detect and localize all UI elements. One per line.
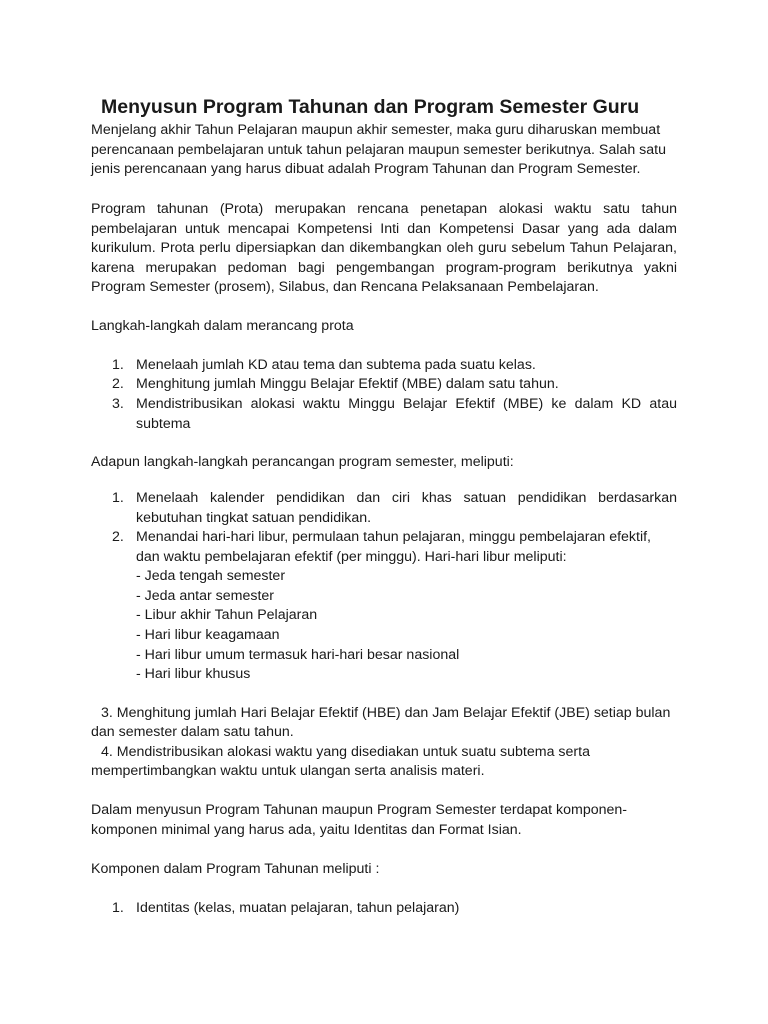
list-item [112,899,677,919]
list-text: Menelaah jumlah KD atau tema dan subtema pada suatu kelas. [136,357,536,373]
prosem-steps-heading: Adapun langkah-langkah perancangan program semester, meliputi: [91,454,514,470]
intro-paragraph: Menjelang akhir Tahun Pelajaran maupun akhir semester, maka guru diharuskan membuat perencanaan pembelajaran untuk tahun pelajaran maupun semester berikutnya. Salah satu jenis perencanaan yang harus dibuat adalah Program Tahunan dan Program Semester. [91,122,666,178]
list-item [112,489,677,528]
list-text: Identitas (kelas, muatan pelajaran, tahun pelajaran) [136,900,460,916]
prota-components-heading: Komponen dalam Program Tahunan meliputi : [91,861,380,877]
holiday-item: - Hari libur umum termasuk hari-hari besar nasional [136,647,460,663]
step-4-line2: mempertimbangkan waktu untuk ulangan serta analisis materi. [91,763,485,779]
list-number: 1. [112,900,124,916]
holiday-item: - Jeda antar semester [136,588,274,604]
list-text: Menghitung jumlah Minggu Belajar Efektif (MBE) dalam satu tahun. [136,376,559,392]
list-number: 2. [112,529,124,545]
list-number: 3. [112,396,124,412]
page-title: Menyusun Program Tahunan dan Program Semester Guru [101,96,640,118]
list-number: 1. [112,357,124,373]
step-3-line1: 3. Menghitung jumlah Hari Belajar Efektif (HBE) dan Jam Belajar Efektif (JBE) setiap bulan [101,705,671,721]
list-text: Menandai hari-hari libur, permulaan tahun pelajaran, minggu pembelajaran efektif, dan waktu pembelajaran efektif (per minggu). Hari-hari libur meliputi: [136,529,652,565]
list-number: 1. [112,490,124,506]
prota-steps-heading: Langkah-langkah dalam merancang prota [91,318,354,334]
list-text: Menelaah kalender pendidikan dan ciri khas satuan pendidikan berdasarkan kebutuhan tingkat satuan pendidikan. [136,490,677,526]
prota-definition-paragraph: Program tahunan (Prota) merupakan rencana penetapan alokasi waktu satu tahun pembelajaran untuk mencapai Kompetensi Inti dan Kompetensi Dasar yang ada dalam kurikulum. Prota perlu dipersiapkan dan dikembangkan oleh guru sebelum Tahun Pelajaran, karena merupakan pedoman bagi pengembangan program-program berikutnya yakni Program Semester (prosem), Silabus, dan Rencana Pelaksanaan Pembelajaran. [91,201,677,296]
list-item [112,395,677,434]
list-text: Mendistribusikan alokasi waktu Minggu Belajar Efektif (MBE) ke dalam KD atau subtema [136,396,677,432]
list-item [112,528,677,567]
holiday-item: - Libur akhir Tahun Pelajaran [136,607,318,623]
holiday-item: - Jeda tengah semester [136,568,286,584]
components-paragraph: Dalam menyusun Program Tahunan maupun Program Semester terdapat komponen-komponen minimal yang harus ada, yaitu Identitas dan Format Isian. [91,802,627,838]
list-item [112,375,677,395]
holiday-item: - Hari libur keagamaan [136,627,280,643]
holiday-item: - Hari libur khusus [136,666,251,682]
list-number: 2. [112,376,124,392]
list-item [112,356,677,376]
step-3-line2: dan semester dalam satu tahun. [91,724,294,740]
step-4-line1: 4. Mendistribusikan alokasi waktu yang disediakan untuk suatu subtema serta [101,744,590,760]
